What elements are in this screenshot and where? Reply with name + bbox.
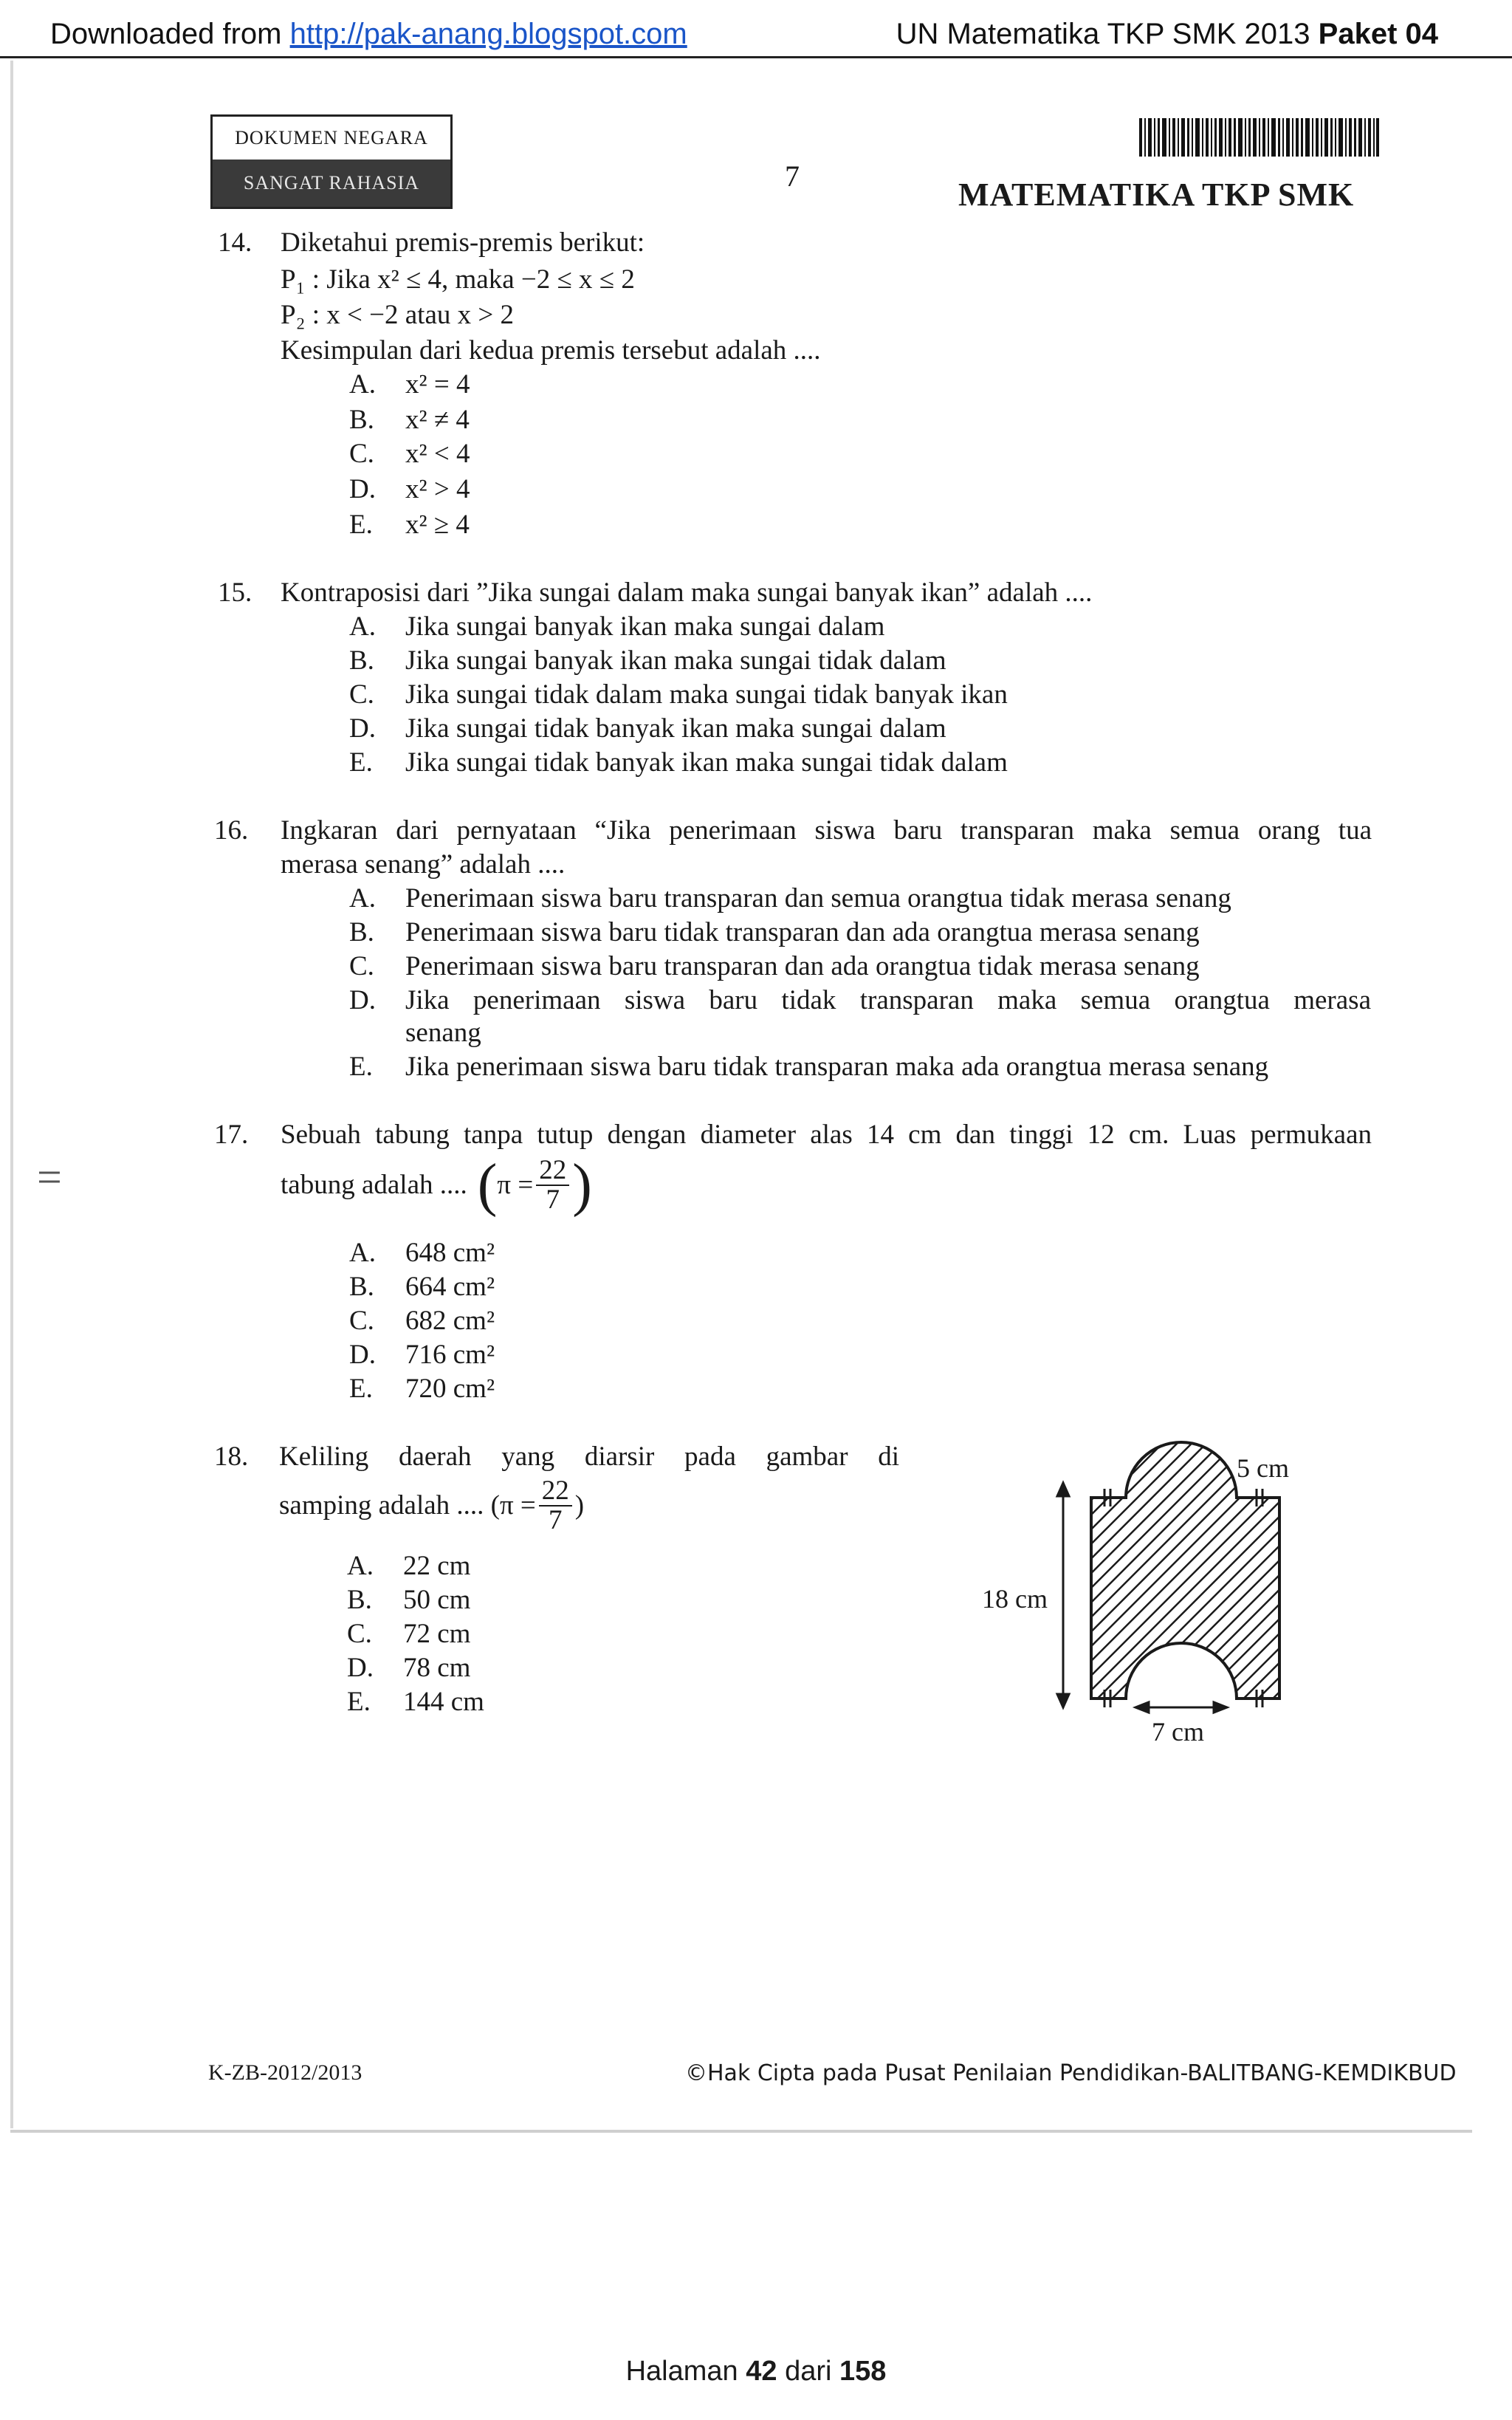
q16-option-a[interactable] (349, 882, 1231, 916)
option-letter: C. (349, 439, 374, 469)
q14-option-c[interactable] (349, 437, 470, 471)
copyright-notice: ©Hak Cipta pada Pusat Penilaian Pendidikan-BALITBANG-KEMDIKBUD (685, 2060, 1457, 2086)
close-paren: ) (574, 1490, 585, 1521)
q17-option-a[interactable] (349, 1236, 495, 1270)
q15-option-c[interactable] (349, 678, 1008, 712)
page-footer-mid: dari (777, 2356, 839, 2387)
q16-option-d-cont: senang (405, 1018, 481, 1048)
height-arrow (1057, 1483, 1069, 1707)
option-text: 720 cm² (405, 1374, 495, 1404)
pi-fraction (536, 1156, 569, 1214)
exam-title (896, 18, 1438, 51)
exam-paket: Paket 04 (1318, 18, 1438, 50)
option-letter: A. (347, 1551, 374, 1581)
option-letter: D. (349, 474, 376, 504)
fraction-numerator: 22 (539, 1477, 572, 1506)
q18-stem-text: samping adalah .... (π = (279, 1490, 536, 1521)
option-text: Jika penerimaan siswa baru tidak transparan maka ada orangtua merasa senang (405, 1052, 1269, 1082)
q14-premise-1: P₁ : Jika x² ≤ 4, maka −2 ≤ x ≤ 2 (281, 264, 635, 295)
width-arrow (1135, 1702, 1227, 1713)
q17-option-d[interactable] (349, 1338, 495, 1372)
subject-title: MATEMATIKA TKP SMK (958, 176, 1355, 213)
scan-edge-bottom (10, 2130, 1472, 2133)
download-header (0, 0, 1512, 58)
q14-intro: Diketahui premis-premis berikut: (281, 227, 645, 258)
download-source (50, 18, 687, 51)
pi-fraction (539, 1477, 572, 1535)
option-letter: A. (349, 1238, 376, 1268)
page-total: 158 (839, 2356, 887, 2387)
option-letter: D. (349, 713, 376, 744)
q14-premise-2: P₂ : x < −2 atau x > 2 (281, 300, 514, 330)
option-text: Penerimaan siswa baru transparan dan ada orangtua tidak merasa senang (405, 951, 1200, 981)
option-letter: A. (349, 883, 376, 914)
q17-option-e[interactable] (349, 1372, 495, 1406)
question-15-number: 15. (218, 577, 252, 608)
q14-option-d[interactable] (349, 473, 470, 507)
option-text: 78 cm (403, 1653, 471, 1683)
secrecy-level: SANGAT RAHASIA (213, 160, 450, 207)
option-text: Penerimaan siswa baru tidak transparan dan ada orangtua merasa senang (405, 917, 1200, 947)
dim-label-top: 5 cm (1237, 1453, 1289, 1483)
q15-option-b[interactable] (349, 644, 946, 678)
q16-stem-line-1: Ingkaran dari pernyataan “Jika penerimaan siswa baru transparan maka semua orang tua (281, 815, 1372, 846)
option-text: 664 cm² (405, 1272, 495, 1302)
option-letter: D. (349, 1340, 376, 1370)
fraction-denominator: 7 (546, 1185, 560, 1215)
option-text: Jika sungai banyak ikan maka sungai tidak dalam (405, 645, 946, 676)
q17-stem-line-1: Sebuah tabung tanpa tutup dengan diameter alas 14 cm dan tinggi 12 cm. Luas permukaan (281, 1120, 1372, 1150)
q17-option-b[interactable] (349, 1270, 495, 1304)
dim-label-bottom: 7 cm (1152, 1717, 1204, 1747)
option-text: 72 cm (403, 1619, 471, 1649)
question-16-number: 16. (214, 815, 249, 846)
option-letter: E. (347, 1687, 371, 1717)
option-letter: D. (347, 1653, 374, 1683)
barcode (1139, 118, 1379, 157)
option-text: x² ≠ 4 (405, 405, 470, 435)
doc-code: K-ZB-2012/2013 (208, 2060, 362, 2085)
option-letter: B. (349, 405, 374, 435)
option-letter: C. (347, 1619, 372, 1649)
q14-option-b[interactable] (349, 403, 470, 437)
q15-stem: Kontraposisi dari ”Jika sungai dalam maka sungai banyak ikan” adalah .... (281, 577, 1093, 608)
option-letter: B. (347, 1585, 372, 1615)
q14-option-a[interactable] (349, 368, 470, 402)
left-paren: ( (477, 1153, 498, 1218)
option-text: Penerimaan siswa baru transparan dan semua orangtua tidak merasa senang (405, 883, 1231, 914)
q16-stem-line-2: merasa senang” adalah .... (281, 849, 566, 880)
question-17-number: 17. (214, 1120, 249, 1150)
option-letter: D. (349, 985, 376, 1015)
option-text: Jika sungai tidak banyak ikan maka sungai dalam (405, 713, 946, 744)
q17-stem-text: tabung adalah .... (281, 1170, 467, 1200)
option-text: Jika penerimaan siswa baru tidak transparan maka semua orangtua merasa (405, 985, 1371, 1015)
option-text: x² ≥ 4 (405, 510, 470, 540)
option-text: Jika sungai banyak ikan maka sungai dalam (405, 611, 885, 642)
q14-stem: Kesimpulan dari kedua premis tersebut adalah .... (281, 335, 821, 366)
option-letter: E. (349, 747, 373, 778)
margin-mark: = (37, 1153, 62, 1202)
right-paren: ) (572, 1153, 592, 1218)
page-footer (0, 2356, 1512, 2388)
q18-option-b[interactable] (347, 1583, 470, 1617)
q18-option-c[interactable] (347, 1617, 470, 1651)
page-footer-prefix: Halaman (625, 2356, 746, 2387)
option-text: Jika sungai tidak banyak ikan maka sungai tidak dalam (405, 747, 1008, 778)
option-letter: B. (349, 1272, 374, 1302)
fraction-numerator: 22 (536, 1156, 569, 1186)
pi-symbol: π = (497, 1170, 534, 1200)
option-text: 50 cm (403, 1585, 471, 1615)
q16-option-c[interactable] (349, 950, 1200, 984)
page-current: 42 (746, 2356, 777, 2387)
option-letter: B. (349, 917, 374, 947)
q14-option-e[interactable] (349, 508, 470, 542)
question-14 (218, 226, 252, 260)
q17-option-c[interactable] (349, 1304, 495, 1338)
option-letter: A. (349, 369, 376, 400)
option-letter: E. (349, 1052, 373, 1082)
option-text: x² > 4 (405, 474, 470, 504)
q15-option-a[interactable] (349, 610, 884, 644)
doc-type: DOKUMEN NEGARA (235, 127, 428, 148)
classification-box (210, 114, 453, 209)
page-number: 7 (785, 160, 800, 193)
q16-option-b[interactable] (349, 916, 1200, 950)
q18-figure (975, 1440, 1322, 1750)
option-text: x² < 4 (405, 439, 470, 469)
dim-label-side: 18 cm (982, 1584, 1048, 1614)
option-text: 22 cm (403, 1551, 471, 1581)
option-text: 716 cm² (405, 1340, 495, 1370)
download-prefix: Downloaded from (50, 18, 290, 50)
option-text: 648 cm² (405, 1238, 495, 1268)
exam-title-main: UN Matematika TKP SMK 2013 (896, 18, 1319, 50)
question-18-number: 18. (214, 1442, 249, 1472)
option-letter: C. (349, 679, 374, 710)
option-letter: E. (349, 510, 373, 540)
question-number: 14. (218, 227, 252, 258)
option-letter: E. (349, 1374, 373, 1404)
q18-option-e[interactable] (347, 1685, 484, 1719)
q15-option-d[interactable] (349, 712, 946, 746)
option-text: x² = 4 (405, 369, 470, 400)
q17-stem-line-2 (281, 1153, 592, 1218)
q16-option-d[interactable] (349, 984, 1371, 1018)
fraction-denominator: 7 (549, 1505, 563, 1535)
q15-option-e[interactable] (349, 746, 1008, 780)
option-text: Jika sungai tidak dalam maka sungai tidak banyak ikan (405, 679, 1008, 710)
q18-option-a[interactable] (347, 1549, 470, 1583)
option-letter: C. (349, 951, 374, 981)
q18-option-d[interactable] (347, 1651, 470, 1685)
q18-stem-line-2 (279, 1477, 584, 1535)
option-text: 682 cm² (405, 1306, 495, 1336)
option-text: 144 cm (403, 1687, 484, 1717)
q18-stem-line-1: Keliling daerah yang diarsir pada gambar di (279, 1442, 899, 1472)
header-rule (0, 56, 1512, 58)
q16-option-e[interactable] (349, 1050, 1268, 1084)
option-letter: B. (349, 645, 374, 676)
option-letter: A. (349, 611, 376, 642)
option-letter: C. (349, 1306, 374, 1336)
scan-edge (10, 61, 13, 2128)
source-link[interactable]: http://pak-anang.blogspot.com (289, 18, 687, 50)
